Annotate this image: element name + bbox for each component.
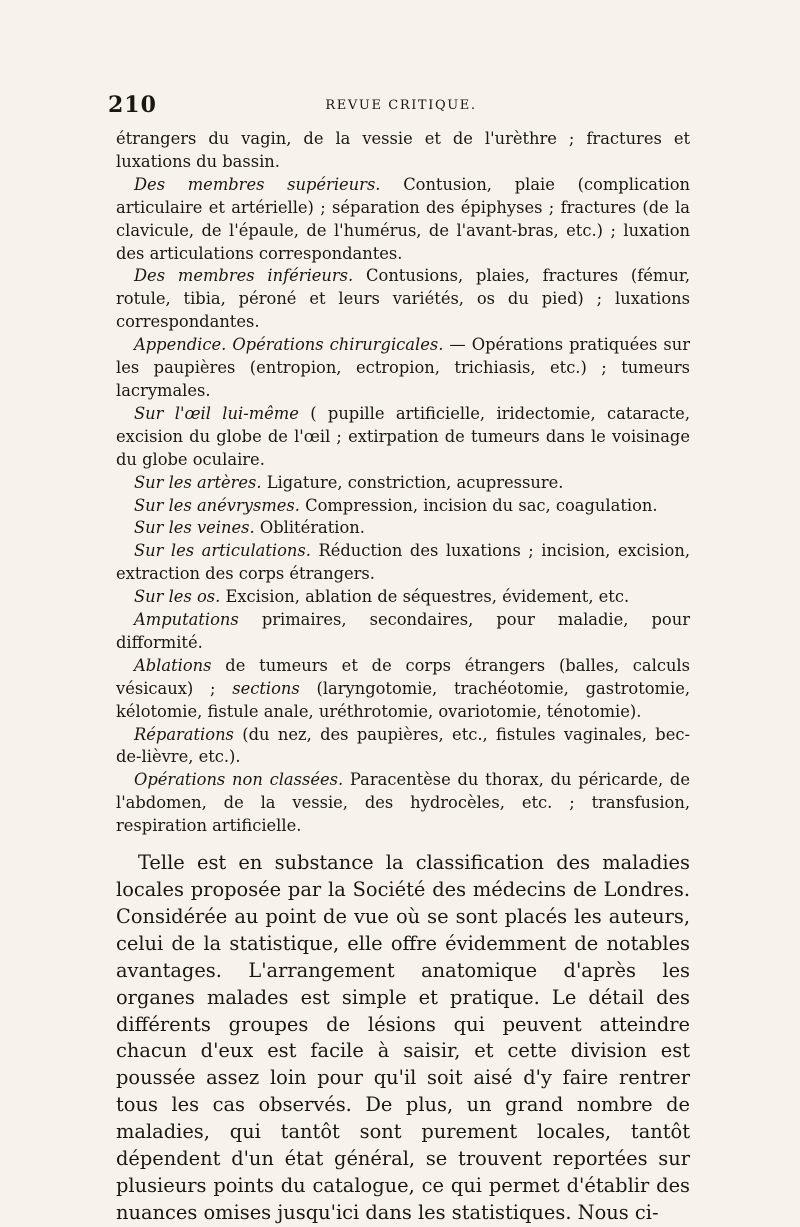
catalogue-entry: Sur les anévrysmes. Compression, incision du sac, coagulation. [134, 495, 658, 515]
page-text [116, 128, 690, 1227]
catalogue-entry: Appendice. Opérations chirurgicales. — Opérations pratiquées sur les paupières (entropion, ectropion, trichiasis, etc.) ; tumeurs lacrymales. [116, 335, 690, 400]
body-text [116, 850, 690, 1227]
catalogue-entry: Sur les os. Excision, ablation de séquestres, évidement, etc. [134, 587, 630, 607]
catalogue-list [116, 128, 690, 838]
body-paragraph: Telle est en substance la classification des maladies locales proposée par la Société des médecins de Londres. Considérée au point de vue où se sont placés les auteurs, celui de la statistique, elle offre évidemment de notables avantages. L'arrangement anatomique d'après les organes malades est simple et pratique. Le détail des différents groupes de lésions qui peuvent atteindre chacun d'eux est facile à saisir, et cette division est poussée assez loin pour qu'il soit aisé d'y faire rentrer tous les cas observés. De plus, un grand nombre de maladies, qui tantôt sont purement locales, tantôt dépendent d'un état général, se trouvent reportées sur plusieurs points du catalogue, ce qui permet d'établir des nuances omises jusqu'ici dans les statistiques. Nous ci- [116, 851, 690, 1224]
catalogue-entry: Des membres supérieurs. Contusion, plaie (complication articulaire et artérielle) ; séparation des épiphyses ; fractures (de la clavicule, de l'épaule, de l'humérus, de l'avant-bras, etc.) ; luxation des articulations correspondantes. [116, 174, 690, 263]
page-header [108, 92, 694, 118]
catalogue-entry: Opérations non classées. Paracentèse du thorax, du péricarde, de l'abdomen, de la vessie, des hydrocèles, etc. ; transfusion, respiration artificielle. [116, 770, 690, 836]
catalogue-entry: Sur l'œil lui-même ( pupille artificielle, iridectomie, cataracte, excision du globe de l'œil ; extirpation de tumeurs dans le voisinage du globe oculaire. [116, 403, 690, 469]
running-title: REVUE CRITIQUE. [325, 98, 477, 113]
catalogue-entry: Amputations primaires, secondaires, pour maladie, pour difformité. [116, 610, 690, 652]
catalogue-entry: Ablations de tumeurs et de corps étrangers (balles, calculs vésicaux) ; sections (laryngotomie, trachéotomie, gastrotomie, kélotomie, fistule anale, uréthrotomie, ovariotomie, ténotomie). [116, 655, 691, 721]
catalogue-entry: Sur les artères. Ligature, constriction, acupressure. [134, 472, 564, 492]
catalogue-entry: Réparations (du nez, des paupières, etc., fistules vaginales, bec-de-lièvre, etc.). [116, 724, 690, 767]
catalogue-entry: Des membres inférieurs. Contusions, plaies, fractures (fémur, rotule, tibia, péroné et leurs variétés, os du pied) ; luxations correspondantes. [116, 266, 690, 332]
catalogue-entry: Sur les veines. Oblitération. [134, 518, 365, 538]
page-number: 210 [108, 92, 157, 118]
catalogue-entry: étrangers du vagin, de la vessie et de l'urèthre ; fractures et luxations du bassin. [116, 129, 690, 171]
catalogue-entry: Sur les articulations. Réduction des luxations ; incision, excision, extraction des corps étrangers. [116, 541, 690, 584]
